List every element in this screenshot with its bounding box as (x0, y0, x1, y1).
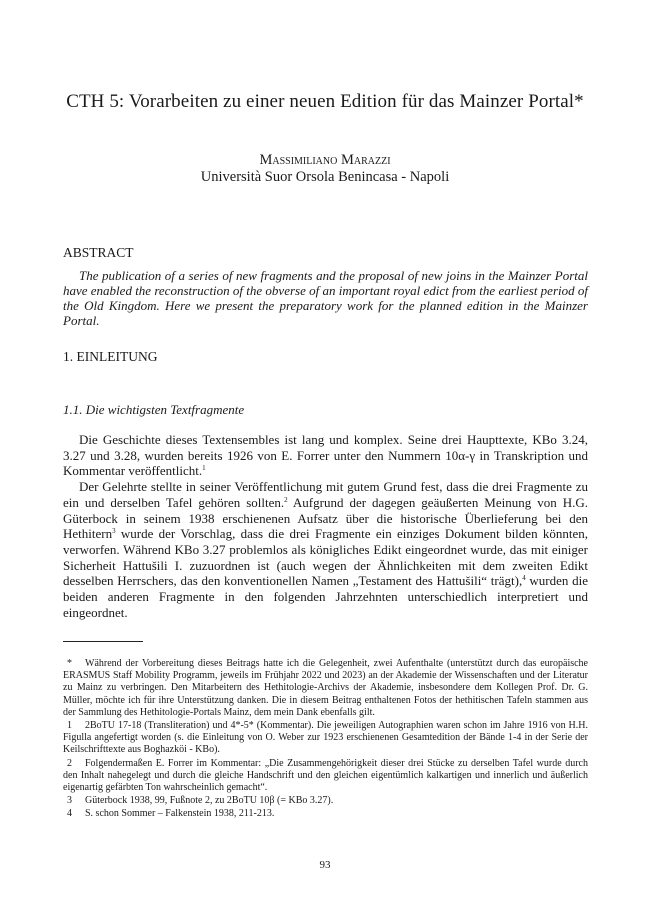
footnote-mark: 3 (67, 795, 72, 807)
paragraph (63, 432, 588, 479)
footnote-ref[interactable]: 2 (284, 495, 288, 504)
footnote-mark: * (67, 658, 72, 669)
body-text (63, 432, 588, 620)
footnote-divider (63, 641, 143, 642)
footnote-mark: 2 (67, 757, 72, 769)
footnote-mark: 1 (67, 720, 72, 732)
paragraph-text: Der Gelehrte stellte in seiner Veröffentlichung mit gutem Grund fest, dass die drei Fragmente zu ein und derselben Tafel gehören sollten. (63, 479, 588, 510)
author-affiliation: Università Suor Orsola Benincasa - Napoli (200, 169, 450, 185)
abstract-text: The publication of a series of new fragments and the proposal of new joins in the Mainzer Portal have enabled the reconstruction of the obverse of an important royal edict from the earliest period of the Old Kingdom. Here we present the preparatory work for the planned edition in the Mainzer Portal. (63, 268, 588, 328)
section-heading: 1. EINLEITUNG (63, 349, 158, 364)
footnote-text: 2BoTU 17-18 (Transliteration) und 4*-5* (Kommentar). Die jeweiligen Autographien waren schon im Jahre 1916 von H.H. Figulla angefertigt worden (s. die Einleitung von O. Weber zur 1923 erschienenen Gesamtedition der Bände 1-4 in der Serie der Keilschrifttexte aus Boghazköi - KBo). (63, 720, 588, 756)
footnote (63, 808, 588, 820)
footnote-ref[interactable]: 3 (112, 527, 116, 536)
page-number: 93 (319, 859, 331, 871)
footnote (63, 758, 588, 795)
footnote (63, 658, 588, 719)
footnote-text: S. schon Sommer – Falkenstein 1938, 211-213. (85, 808, 275, 820)
abstract-heading: ABSTRACT (63, 245, 134, 260)
footnote-text: Folgendermaßen E. Forrer im Kommentar: „Die Zusammengehörigkeit dieser drei Stücke zu derselben Tafel wurde durch den Inhalt nahegelegt und durch die gleiche Handschrift und den gleichen eigentümlich kalkartigen und innerlich und äußerlich eigenartig gefärbten Ton wahrscheinlich gemacht“. (63, 757, 588, 794)
footnote (63, 720, 588, 757)
article-title: CTH 5: Vorarbeiten zu einer neuen Edition für das Mainzer Portal* (66, 91, 584, 112)
footnote-ref[interactable]: 1 (202, 464, 206, 473)
paragraph (63, 479, 588, 620)
paragraph-text: wurden die beiden anderen Fragmente in den folgenden Jahrzehnten unterschiedlich interpretiert und eingeordnet. (63, 573, 588, 620)
author-name: Massimiliano Marazzi (259, 152, 391, 168)
paragraph-text: wurde der Vorschlag, dass die drei Fragmente ein einziges Dokument bilden könnten, verworfen. Während KBo 3.27 problemlos als königliches Edikt eingeordnet wurde, das mit einiger Sicherheit Hattušili I. zuzuordnen ist (auch wegen der Ähnlichkeiten mit dem zweiten Edikt desselben Herrschers, das den konventionellen Namen „Testament des Hattušili“ trägt), (63, 526, 588, 589)
footnotes (63, 658, 588, 822)
footnote-text: Güterbock 1938, 99, Fußnote 2, zu 2BoTU 10β (= KBo 3.27). (85, 795, 334, 807)
footnote (63, 795, 588, 807)
footnote-ref[interactable]: 4 (522, 574, 526, 583)
footnote-text: Während der Vorbereitung dieses Beitrags hatte ich die Gelegenheit, zwei Aufenthalte (unterstützt durch das europäische ERASMUS Staff Mobility Programm, jeweils im Frühjahr 2022 und 2023) an der Akademie der Wissenschaften und der Literatur zu Mainz zu verbringen. Den Mitarbeitern des Hethitologie-Archivs der Akademie, insbesondere dem Kollegen Prof. Dr. G. Müller, möchte ich für ihre Unterstützung danken. Die in diesem Beitrag enthaltenen Fotos der hethitischen Tafeln stammen aus der Sammlung des Hethitologie-Portals Mainz, dem mein Dank ebenfalls gilt. (63, 658, 588, 718)
footnote-mark: 4 (67, 808, 72, 820)
subsection-heading: 1.1. Die wichtigsten Textfragmente (63, 402, 245, 417)
paragraph-text: Die Geschichte dieses Textensembles ist lang und komplex. Seine drei Haupttexte, KBo 3.24, 3.27 und 3.28, wurden bereits 1926 von E. Forrer unter den Nummern 10α-γ in Transkription und Kommentar veröffentlicht. (63, 432, 588, 479)
paragraph-text: Aufgrund der dagegen geäußerten Meinung von H.G. Güterbock in seinem 1938 erschienenen Aufsatz über die historische Überlieferung bei den Hethitern (63, 494, 588, 542)
